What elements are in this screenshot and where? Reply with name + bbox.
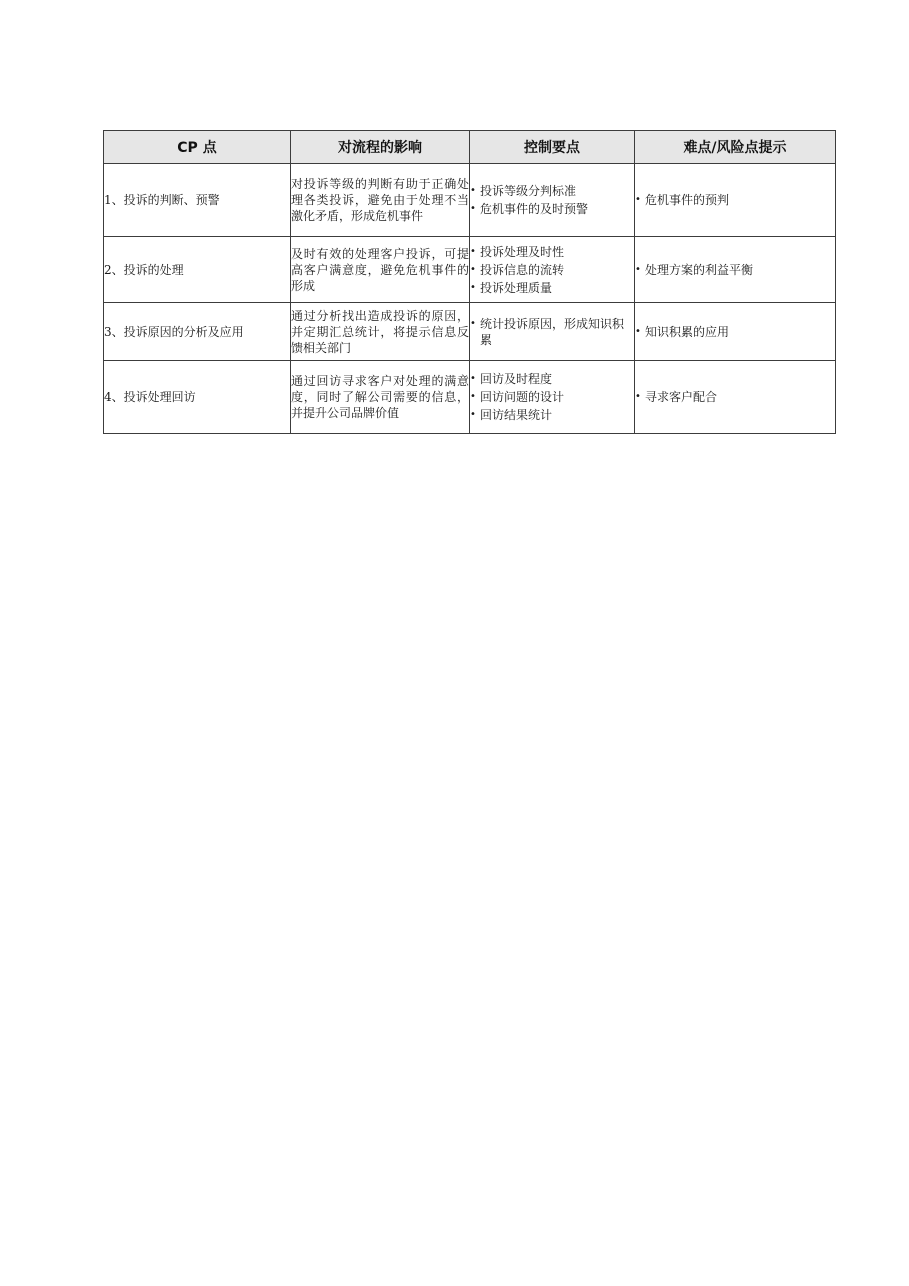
bullet-icon: • bbox=[635, 194, 641, 205]
list-item: • 回访及时程度 bbox=[470, 372, 553, 386]
bullet-icon: • bbox=[470, 409, 476, 420]
controls-list bbox=[470, 371, 634, 423]
controls-cell bbox=[470, 303, 635, 361]
bullet-icon: • bbox=[470, 317, 476, 329]
impact-cell: 通过回访寻求客户对处理的满意度，同时了解公司需要的信息，并提升公司品牌价值 bbox=[291, 361, 470, 434]
cp-cell: 2、投诉的处理 bbox=[104, 237, 291, 303]
bullet-icon: • bbox=[635, 325, 641, 337]
cp-cell: 3、投诉原因的分析及应用 bbox=[104, 303, 291, 361]
bullet-icon: • bbox=[470, 281, 476, 293]
list-item: • 寻求客户配合 bbox=[635, 390, 718, 404]
cp-cell: 4、投诉处理回访 bbox=[104, 361, 291, 434]
impact-cell: 通过分析找出造成投诉的原因，并定期汇总统计，将提示信息反馈相关部门 bbox=[291, 303, 470, 361]
list-item: • 投诉等级分判标准 bbox=[470, 184, 577, 198]
header-process-impact: 对流程的影响 bbox=[291, 131, 470, 164]
impact-cell: 及时有效的处理客户投诉，可提高客户满意度，避免危机事件的形成 bbox=[291, 237, 470, 303]
risks-cell bbox=[635, 164, 836, 237]
bullet-icon: • bbox=[635, 391, 641, 402]
bullet-icon: • bbox=[470, 373, 476, 384]
risks-cell bbox=[635, 303, 836, 361]
header-cp-point: CP 点 bbox=[104, 131, 291, 164]
risks-cell bbox=[635, 361, 836, 434]
risks-list bbox=[635, 262, 835, 278]
header-control-points: 控制要点 bbox=[470, 131, 635, 164]
impact-cell: 对投诉等级的判断有助于正确处理各类投诉，避免由于处理不当激化矛盾，形成危机事件 bbox=[291, 164, 470, 237]
table-row bbox=[104, 164, 836, 237]
cp-cell: 1、投诉的判断、预警 bbox=[104, 164, 291, 237]
controls-list bbox=[470, 183, 634, 217]
list-item: • 投诉处理及时性 bbox=[470, 244, 565, 259]
list-item: • 回访结果统计 bbox=[470, 408, 553, 422]
bullet-icon: • bbox=[470, 203, 476, 214]
controls-cell bbox=[470, 361, 635, 434]
bullet-icon: • bbox=[470, 245, 476, 257]
table-header-row bbox=[104, 131, 836, 164]
controls-cell bbox=[470, 164, 635, 237]
list-item: • 危机事件的预判 bbox=[635, 193, 730, 207]
bullet-icon: • bbox=[635, 263, 641, 275]
risks-list bbox=[635, 324, 835, 340]
table-row bbox=[104, 361, 836, 434]
controls-list bbox=[470, 244, 634, 296]
list-item: • 回访问题的设计 bbox=[470, 390, 565, 404]
bullet-icon: • bbox=[470, 263, 476, 275]
header-risk-tips: 难点/风险点提示 bbox=[635, 131, 836, 164]
controls-cell bbox=[470, 237, 635, 303]
risks-cell bbox=[635, 237, 836, 303]
bullet-icon: • bbox=[470, 391, 476, 402]
list-item: • 处理方案的利益平衡 bbox=[635, 262, 754, 277]
list-item: • 知识积累的应用 bbox=[635, 324, 730, 339]
table-row bbox=[104, 303, 836, 361]
table-row bbox=[104, 237, 836, 303]
list-item: • 投诉信息的流转 bbox=[470, 262, 565, 277]
controls-list bbox=[470, 316, 634, 348]
list-item: • 危机事件的及时预警 bbox=[470, 202, 589, 216]
cp-control-table bbox=[103, 130, 836, 434]
bullet-icon: • bbox=[470, 185, 476, 196]
risks-list bbox=[635, 389, 835, 405]
risks-list bbox=[635, 192, 835, 208]
list-item: • 统计投诉原因，形成知识积累 bbox=[470, 316, 625, 347]
list-item: • 投诉处理质量 bbox=[470, 280, 553, 295]
